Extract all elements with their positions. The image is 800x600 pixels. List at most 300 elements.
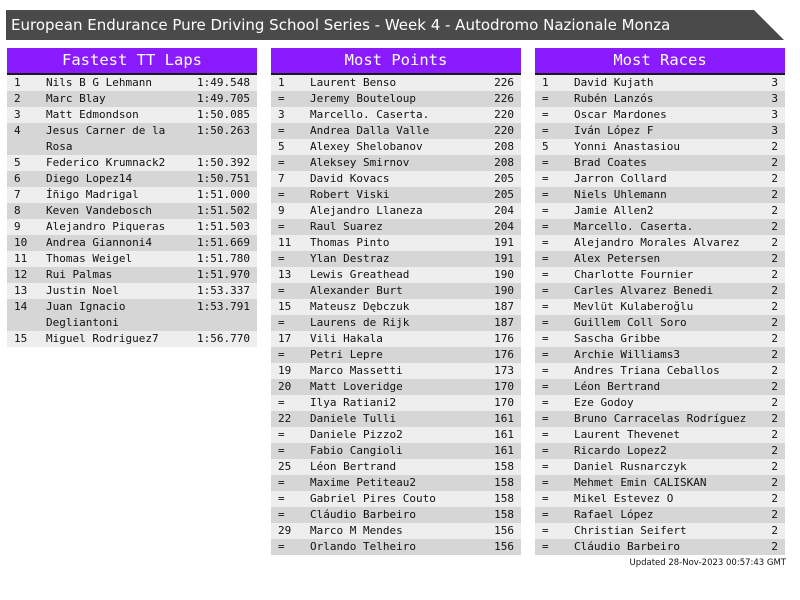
position-cell: 7	[14, 188, 21, 201]
value-cell: 2	[771, 412, 778, 425]
driver-name-cell: Léon Bertrand	[310, 460, 397, 473]
driver-name-cell: Archie Williams3	[574, 348, 680, 361]
value-cell: 1:49.548	[197, 76, 250, 89]
position-cell: 6	[14, 172, 21, 185]
driver-name-cell: Guillem Coll Soro	[574, 316, 687, 329]
table-row	[7, 331, 257, 347]
table-row	[271, 251, 521, 267]
value-cell: 2	[771, 188, 778, 201]
table-row	[271, 411, 521, 427]
driver-name-cell: Gabriel Pires Couto	[310, 492, 436, 505]
value-cell: 176	[494, 348, 514, 361]
position-cell: =	[278, 316, 285, 329]
table-row	[271, 459, 521, 475]
value-cell: 2	[771, 284, 778, 297]
position-cell: =	[542, 172, 549, 185]
value-cell: 1:51.502	[197, 204, 250, 217]
position-cell: 22	[278, 412, 292, 425]
table-row	[535, 507, 785, 523]
position-cell: =	[278, 476, 285, 489]
driver-name-cell: Christian Seifert	[574, 524, 687, 537]
driver-name-cell: Carles Alvarez Benedi	[574, 284, 714, 297]
table-row	[271, 507, 521, 523]
position-cell: =	[542, 460, 549, 473]
driver-name-cell: Justin Noel	[46, 284, 119, 297]
position-cell: =	[542, 236, 549, 249]
table-row	[271, 107, 521, 123]
value-cell: 2	[771, 252, 778, 265]
table-row	[271, 267, 521, 283]
table-row	[271, 363, 521, 379]
updated-timestamp: Updated 28-Nov-2023 00:57:43 GMT	[629, 558, 786, 568]
value-cell: 190	[494, 284, 514, 297]
driver-name-cell: Marcello. Caserta.	[310, 108, 430, 121]
driver-name-cell: Iván López F	[574, 124, 654, 137]
value-cell: 2	[771, 268, 778, 281]
panel-title: Most Races	[535, 48, 785, 75]
value-cell: 161	[494, 444, 514, 457]
table-row	[271, 491, 521, 507]
table-row	[7, 267, 257, 283]
position-cell: =	[542, 252, 549, 265]
position-cell: =	[542, 92, 549, 105]
table-row	[535, 171, 785, 187]
value-cell: 2	[771, 460, 778, 473]
table-row	[271, 171, 521, 187]
driver-name-cell: Jamie Allen2	[574, 204, 654, 217]
position-cell: =	[278, 508, 285, 521]
table-row	[271, 539, 521, 555]
driver-name-cell: David Kovacs	[310, 172, 390, 185]
value-cell: 1:53.337	[197, 284, 250, 297]
driver-name-cell: Fabio Cangioli	[310, 444, 403, 457]
value-cell: 205	[494, 188, 514, 201]
value-cell: 2	[771, 300, 778, 313]
position-cell: =	[542, 316, 549, 329]
table-row	[7, 187, 257, 203]
value-cell: 3	[771, 92, 778, 105]
table-row	[271, 139, 521, 155]
table-row	[271, 299, 521, 315]
table-row	[7, 219, 257, 235]
position-cell: 13	[278, 268, 292, 281]
value-cell: 2	[771, 220, 778, 233]
table-row	[271, 123, 521, 139]
table-row	[535, 331, 785, 347]
position-cell: 9	[14, 220, 21, 233]
value-cell: 158	[494, 476, 514, 489]
table-row	[535, 91, 785, 107]
position-cell: 4	[14, 124, 21, 137]
value-cell: 2	[771, 140, 778, 153]
table-row	[535, 219, 785, 235]
position-cell: 29	[278, 524, 292, 537]
value-cell: 161	[494, 428, 514, 441]
driver-name-cell: Ilya Ratiani2	[310, 396, 397, 409]
value-cell: 191	[494, 236, 514, 249]
position-cell: =	[542, 476, 549, 489]
driver-name-cell: Federico Krumnack2	[46, 156, 166, 169]
value-cell: 2	[771, 428, 778, 441]
table-row	[271, 331, 521, 347]
value-cell: 2	[771, 476, 778, 489]
value-cell: 1:51.503	[197, 220, 250, 233]
title-banner	[6, 10, 784, 40]
position-cell: 9	[278, 204, 285, 217]
driver-name-cell: Charlotte Fournier	[574, 268, 694, 281]
value-cell: 156	[494, 540, 514, 553]
driver-name-cell: Andrea Giannoni4	[46, 236, 152, 249]
driver-name-cell: Ylan Destraz	[310, 252, 390, 265]
table-row	[535, 491, 785, 507]
table-row	[535, 187, 785, 203]
value-cell: 1:50.085	[197, 108, 250, 121]
driver-name-cell: Marc Blay	[46, 92, 106, 105]
value-cell: 158	[494, 508, 514, 521]
position-cell: 11	[278, 236, 292, 249]
position-cell: =	[542, 396, 549, 409]
table-row	[7, 107, 257, 123]
driver-name-cell: Marco M Mendes	[310, 524, 403, 537]
driver-name-cell: Alejandro Morales Alvarez	[574, 236, 740, 249]
position-cell: 5	[14, 156, 21, 169]
position-cell: 17	[278, 332, 292, 345]
driver-name-cell: Alexander Burt	[310, 284, 403, 297]
table-row	[535, 75, 785, 91]
table-row	[7, 203, 257, 219]
table-row	[535, 139, 785, 155]
driver-name-cell: Oscar Mardones	[574, 108, 667, 121]
table-row	[7, 283, 257, 299]
value-cell: 2	[771, 508, 778, 521]
table-row	[271, 155, 521, 171]
driver-name-cell: Vili Hakala	[310, 332, 383, 345]
table-row	[535, 155, 785, 171]
table-row	[535, 427, 785, 443]
table-row	[7, 75, 257, 91]
driver-name-cell: Mevlüt Kulaberoğlu	[574, 300, 694, 313]
position-cell: =	[542, 492, 549, 505]
position-cell: =	[542, 364, 549, 377]
position-cell: 5	[542, 140, 549, 153]
driver-name-cell: Rafael López	[574, 508, 654, 521]
driver-name-cell: Daniel Rusnarczyk	[574, 460, 687, 473]
driver-name-cell: Jesus Carner de la Rosa	[46, 124, 172, 153]
position-cell: 3	[14, 108, 21, 121]
value-cell: 187	[494, 300, 514, 313]
position-cell: =	[542, 380, 549, 393]
panel-title: Most Points	[271, 48, 521, 75]
table-row	[535, 363, 785, 379]
position-cell: =	[278, 188, 285, 201]
value-cell: 158	[494, 492, 514, 505]
table-row	[271, 379, 521, 395]
value-cell: 1:51.000	[197, 188, 250, 201]
value-cell: 191	[494, 252, 514, 265]
driver-name-cell: Alex Petersen	[574, 252, 661, 265]
driver-name-cell: Lewis Greathead	[310, 268, 410, 281]
driver-name-cell: Ricardo Lopez2	[574, 444, 667, 457]
table-row	[535, 299, 785, 315]
driver-name-cell: Orlando Telheiro	[310, 540, 416, 553]
value-cell: 187	[494, 316, 514, 329]
position-cell: 12	[14, 268, 28, 281]
table-row	[535, 395, 785, 411]
value-cell: 220	[494, 108, 514, 121]
table-row	[535, 459, 785, 475]
driver-name-cell: Diego Lopez14	[46, 172, 133, 185]
driver-name-cell: David Kujath	[574, 76, 654, 89]
driver-name-cell: Mikel Estevez O	[574, 492, 674, 505]
panel-title: Fastest TT Laps	[7, 48, 257, 75]
position-cell: =	[542, 524, 549, 537]
value-cell: 226	[494, 92, 514, 105]
table-row	[535, 379, 785, 395]
leaderboard-rows	[535, 75, 785, 555]
position-cell: =	[542, 220, 549, 233]
driver-name-cell: Miguel Rodriguez7	[46, 332, 159, 345]
position-cell: 13	[14, 284, 28, 297]
position-cell: =	[278, 124, 285, 137]
position-cell: =	[542, 508, 549, 521]
value-cell: 170	[494, 380, 514, 393]
driver-name-cell: Raul Suarez	[310, 220, 383, 233]
driver-name-cell: Yonni Anastasiou	[574, 140, 680, 153]
position-cell: =	[278, 348, 285, 361]
value-cell: 208	[494, 156, 514, 169]
driver-name-cell: Alejandro Llaneza	[310, 204, 423, 217]
table-row	[271, 91, 521, 107]
value-cell: 2	[771, 332, 778, 345]
table-row	[271, 347, 521, 363]
value-cell: 3	[771, 108, 778, 121]
driver-name-cell: Mateusz Dębczuk	[310, 300, 410, 313]
driver-name-cell: Keven Vandebosch	[46, 204, 152, 217]
driver-name-cell: Alejandro Piqueras	[46, 220, 166, 233]
value-cell: 156	[494, 524, 514, 537]
position-cell: =	[542, 204, 549, 217]
position-cell: =	[542, 108, 549, 121]
driver-name-cell: Niels Uhlemann	[574, 188, 667, 201]
leaderboard-rows	[271, 75, 521, 555]
driver-name-cell: Thomas Weigel	[46, 252, 133, 265]
position-cell: =	[542, 156, 549, 169]
table-row	[271, 75, 521, 91]
driver-name-cell: Andres Triana Ceballos	[574, 364, 720, 377]
position-cell: 19	[278, 364, 292, 377]
value-cell: 2	[771, 172, 778, 185]
value-cell: 158	[494, 460, 514, 473]
table-row	[271, 475, 521, 491]
position-cell: =	[278, 92, 285, 105]
table-row	[271, 187, 521, 203]
value-cell: 170	[494, 396, 514, 409]
driver-name-cell: Thomas Pinto	[310, 236, 390, 249]
table-row	[271, 443, 521, 459]
position-cell: =	[278, 156, 285, 169]
table-row	[7, 91, 257, 107]
position-cell: 7	[278, 172, 285, 185]
position-cell: 11	[14, 252, 28, 265]
value-cell: 2	[771, 204, 778, 217]
value-cell: 1:50.263	[197, 124, 250, 137]
position-cell: =	[542, 428, 549, 441]
driver-name-cell: Laurens de Rijk	[310, 316, 410, 329]
value-cell: 204	[494, 220, 514, 233]
position-cell: 8	[14, 204, 21, 217]
driver-name-cell: Cláudio Barbeiro	[310, 508, 416, 521]
value-cell: 2	[771, 348, 778, 361]
table-row	[7, 299, 257, 331]
driver-name-cell: Aleksey Smirnov	[310, 156, 410, 169]
fastest-tt-laps-panel	[7, 48, 257, 347]
driver-name-cell: Andrea Dalla Valle	[310, 124, 430, 137]
value-cell: 2	[771, 236, 778, 249]
driver-name-cell: Rubén Lanzós	[574, 92, 654, 105]
position-cell: =	[542, 540, 549, 553]
position-cell: 1	[278, 76, 285, 89]
table-row	[271, 395, 521, 411]
value-cell: 1:50.392	[197, 156, 250, 169]
value-cell: 1:51.780	[197, 252, 250, 265]
driver-name-cell: Robert Viski	[310, 188, 390, 201]
table-row	[535, 107, 785, 123]
value-cell: 161	[494, 412, 514, 425]
position-cell: 14	[14, 300, 28, 313]
value-cell: 1:56.770	[197, 332, 250, 345]
table-row	[535, 267, 785, 283]
value-cell: 220	[494, 124, 514, 137]
table-row	[535, 475, 785, 491]
table-row	[271, 219, 521, 235]
page-title: European Endurance Pure Driving School Series - Week 4 - Autodromo Nazionale Monza	[11, 16, 671, 34]
position-cell: =	[542, 284, 549, 297]
driver-name-cell: Sascha Gribbe	[574, 332, 661, 345]
value-cell: 204	[494, 204, 514, 217]
position-cell: =	[278, 284, 285, 297]
position-cell: 20	[278, 380, 292, 393]
value-cell: 2	[771, 380, 778, 393]
driver-name-cell: Íñigo Madrigal	[46, 188, 139, 201]
position-cell: 10	[14, 236, 28, 249]
position-cell: =	[542, 412, 549, 425]
driver-name-cell: Maxime Petiteau2	[310, 476, 416, 489]
position-cell: =	[278, 220, 285, 233]
table-row	[271, 283, 521, 299]
most-races-panel	[535, 48, 785, 555]
table-row	[535, 539, 785, 555]
leaderboard-rows	[7, 75, 257, 347]
driver-name-cell: Marco Massetti	[310, 364, 403, 377]
driver-name-cell: Rui Palmas	[46, 268, 113, 281]
table-row	[271, 203, 521, 219]
table-row	[7, 155, 257, 171]
table-row	[271, 315, 521, 331]
value-cell: 190	[494, 268, 514, 281]
table-row	[7, 251, 257, 267]
driver-name-cell: Petri Lepre	[310, 348, 383, 361]
position-cell: =	[278, 492, 285, 505]
driver-name-cell: Brad Coates	[574, 156, 647, 169]
value-cell: 1:53.791	[197, 300, 250, 313]
driver-name-cell: Juan Ignacio Degliantoni	[46, 300, 133, 329]
table-row	[271, 235, 521, 251]
value-cell: 3	[771, 76, 778, 89]
value-cell: 2	[771, 524, 778, 537]
position-cell: 3	[278, 108, 285, 121]
table-row	[7, 235, 257, 251]
position-cell: =	[542, 124, 549, 137]
position-cell: 5	[278, 140, 285, 153]
position-cell: =	[278, 252, 285, 265]
driver-name-cell: Marcello. Caserta.	[574, 220, 694, 233]
driver-name-cell: Daniele Tulli	[310, 412, 397, 425]
table-row	[7, 123, 257, 155]
value-cell: 2	[771, 316, 778, 329]
value-cell: 3	[771, 124, 778, 137]
driver-name-cell: Alexey Shelobanov	[310, 140, 423, 153]
table-row	[535, 523, 785, 539]
position-cell: 1	[14, 76, 21, 89]
value-cell: 2	[771, 156, 778, 169]
value-cell: 2	[771, 444, 778, 457]
position-cell: =	[542, 188, 549, 201]
value-cell: 1:49.705	[197, 92, 250, 105]
table-row	[535, 251, 785, 267]
table-row	[271, 427, 521, 443]
table-row	[535, 443, 785, 459]
driver-name-cell: Laurent Thevenet	[574, 428, 680, 441]
driver-name-cell: Eze Godoy	[574, 396, 634, 409]
position-cell: =	[542, 348, 549, 361]
value-cell: 2	[771, 540, 778, 553]
driver-name-cell: Nils B G Lehmann	[46, 76, 152, 89]
driver-name-cell: Daniele Pizzo2	[310, 428, 403, 441]
driver-name-cell: Léon Bertrand	[574, 380, 661, 393]
value-cell: 2	[771, 396, 778, 409]
value-cell: 2	[771, 492, 778, 505]
driver-name-cell: Jeremy Bouteloup	[310, 92, 416, 105]
driver-name-cell: Laurent Benso	[310, 76, 397, 89]
position-cell: =	[542, 300, 549, 313]
position-cell: 2	[14, 92, 21, 105]
position-cell: =	[278, 540, 285, 553]
value-cell: 226	[494, 76, 514, 89]
value-cell: 2	[771, 364, 778, 377]
position-cell: 1	[542, 76, 549, 89]
driver-name-cell: Bruno Carracelas Rodríguez	[574, 412, 747, 425]
table-row	[535, 411, 785, 427]
position-cell: 15	[278, 300, 292, 313]
position-cell: =	[278, 428, 285, 441]
table-row	[271, 523, 521, 539]
value-cell: 1:50.751	[197, 172, 250, 185]
value-cell: 1:51.970	[197, 268, 250, 281]
most-points-panel	[271, 48, 521, 555]
position-cell: =	[542, 268, 549, 281]
driver-name-cell: Cláudio Barbeiro	[574, 540, 680, 553]
position-cell: 25	[278, 460, 292, 473]
value-cell: 205	[494, 172, 514, 185]
position-cell: =	[542, 332, 549, 345]
table-row	[535, 283, 785, 299]
table-row	[535, 203, 785, 219]
position-cell: =	[278, 444, 285, 457]
table-row	[535, 315, 785, 331]
table-row	[535, 347, 785, 363]
driver-name-cell: Jarron Collard	[574, 172, 667, 185]
value-cell: 208	[494, 140, 514, 153]
